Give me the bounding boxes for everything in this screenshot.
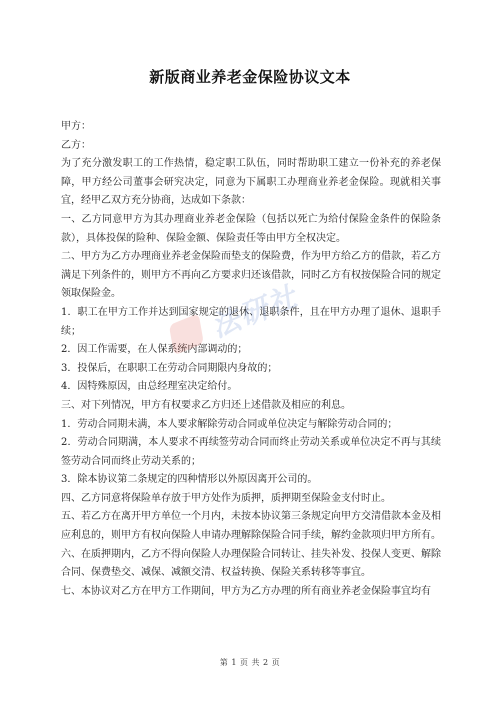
- clause-3-item-3: 3．除本协议第二条规定的四种情形以外原因离开公司的。: [61, 474, 318, 486]
- clause-2-item-3: 3．投保后，在职职工在劳动合同期限内身故的；: [61, 362, 278, 374]
- party-a-line: 甲方：: [61, 121, 91, 132]
- document-title: 新版商业养老金保险协议文本: [149, 68, 351, 86]
- clause-2-item-2: 2．因工作需要，在人保系统内部调动的；: [61, 344, 248, 356]
- clause-4: 四、乙方同意将保险单存放于甲方处作为质押，质押期至保险金支付时止。: [61, 492, 391, 504]
- clause-2-item-4: 4．因特殊原因，由总经理室决定给付。: [61, 381, 238, 393]
- clause-1: 一、乙方同意甲方为其办理商业养老金保险（包括以死亡为给付保险金条件的保险条款），具体投保的险种、保险金额、保险责任等由甲方全权决定。: [61, 213, 441, 244]
- clause-3: 三、对下列情况，甲方有权要求乙方归还上述借款及相应的利息。: [61, 399, 351, 411]
- clause-2: 二、甲方为乙方办理商业养老金保险而垫支的保险费，作为甲方给乙方的借款，若乙方满足下列条件的，则甲方不再向乙方要求归还该借款，同时乙方有权按保险合同的规定领取保险金。: [61, 251, 441, 300]
- clause-3-item-1: 1．劳动合同期未满，本人要求解除劳动合同或单位决定与解除劳动合同的；: [61, 418, 398, 430]
- clause-3-item-2: 2．劳动合同期满，本人要求不再续签劳动合同而终止劳动关系或单位决定不再与其续签劳动合同而终止劳动关系的；: [61, 437, 441, 467]
- document-body: [61, 118, 441, 601]
- clause-6: 六、在质押期内，乙方不得向保险人办理保险合同转让、挂失补发、投保人变更、解除合同、保费垫交、减保、减额交清、权益转换、保险关系转移等事宜。: [61, 548, 441, 579]
- watermark-text: 法研社: [206, 279, 303, 344]
- clause-5: 五、若乙方在离开甲方单位一个月内，未按本协议第三条规定向甲方交清借款本金及相应利息的，则甲方有权向保险人申请办理解除保险合同手续，解约金款项归甲方所有。: [61, 511, 441, 542]
- clause-7: 七、本协议对乙方在甲方工作期间，甲方为乙方办理的所有商业养老金保险事宜均有: [61, 585, 431, 597]
- page-number-footer: 第 1 页 共 2 页: [219, 658, 281, 667]
- party-b-line: 乙方：: [61, 139, 91, 151]
- clause-2-item-1: 1．职工在甲方工作并达到国家规定的退休、退职条件，且在甲方办理了退休、退职手续；: [61, 306, 441, 337]
- preamble-paragraph: 为了充分激发职工的工作热情，稳定职工队伍，同时帮助职工建立一份补充的养老保障，甲方经公司董事会研究决定，同意为下属职工办理商业养老金保险。现就相关事宜，经甲乙双方充分协商，达成如下条款：: [61, 158, 441, 207]
